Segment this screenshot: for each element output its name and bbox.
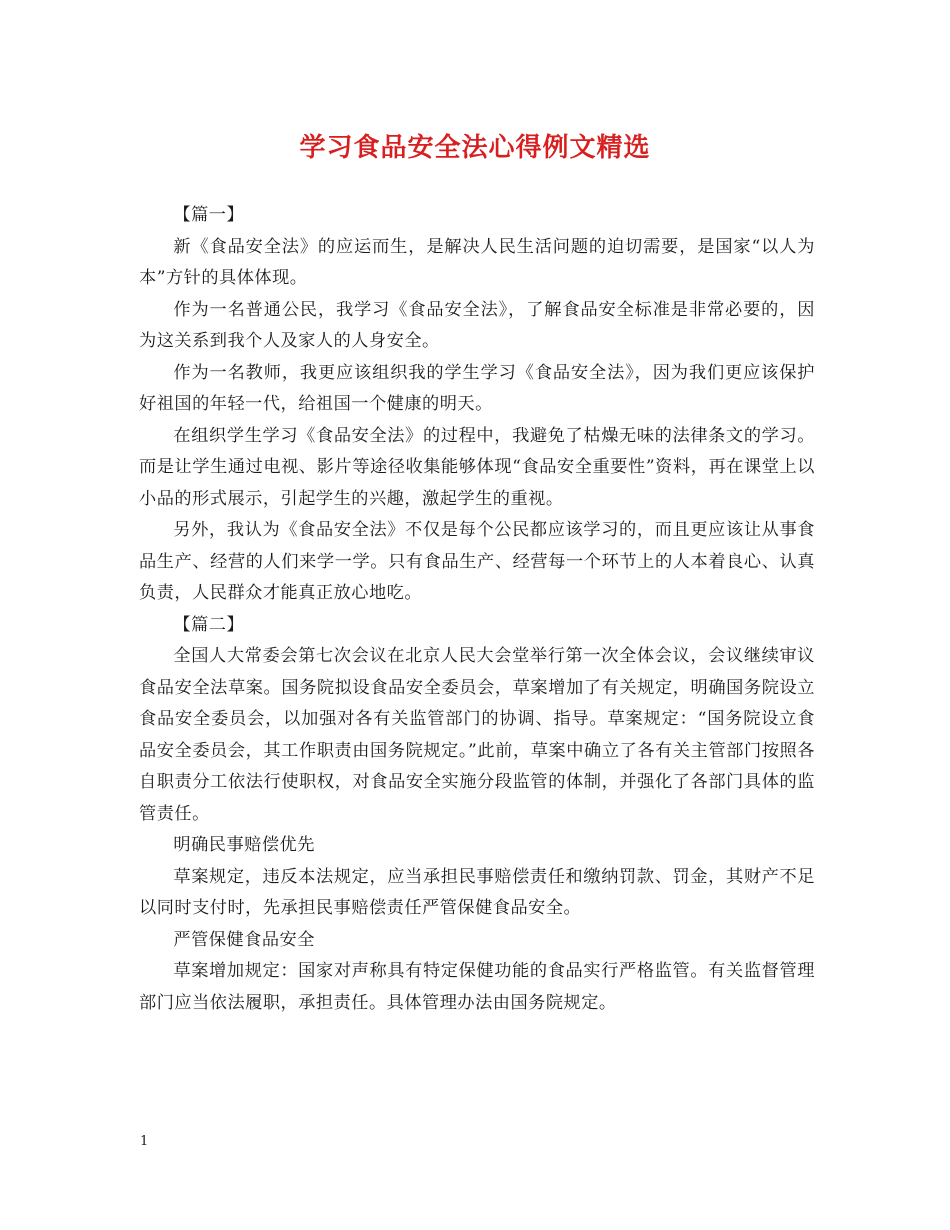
paragraph: 全国人大常委会第七次会议在北京人民大会堂举行第一次全体会议，会议继续审议食品安全法草案。国务院拟设食品安全委员会，草案增加了有关规定，明确国务院设立食品安全委员会，以加强对各有关监管部门的协调、指导。草案规定：“国务院设立食品安全委员会，其工作职责由国务院规定。”此前，草案中确立了各有关主管部门按照各自职责分工依法行使职权，对食品安全实施分段监管的体制，并强化了各部门具体的监管责任。 [139,646,815,824]
section-heading-2: 【篇二】 [173,614,245,635]
paragraph: 草案增加规定：国家对声称具有特定保健功能的食品实行严格监管。有关监督管理部门应当依法履职，承担责任。具体管理办法由国务院规定。 [139,961,815,1013]
paragraph: 另外，我认为《食品安全法》不仅是每个公民都应该学习的，而且更应该让从事食品生产、经营的人们来学一学。只有食品生产、经营每一个环节上的人本着良心、认真负责，人民群众才能真正放心地吃。 [139,520,815,603]
paragraph: 作为一名教师，我更应该组织我的学生学习《食品安全法》，因为我们更应该保护好祖国的年轻一代，给祖国一个健康的明天。 [139,362,815,414]
paragraph: 作为一名普通公民，我学习《食品安全法》，了解食品安全标准是非常必要的，因为这关系到我个人及家人的人身安全。 [139,299,815,351]
paragraph: 在组织学生学习《食品安全法》的过程中，我避免了枯燥无味的法律条文的学习。而是让学生通过电视、影片等途径收集能够体现“食品安全重要性”资料，再在课堂上以小品的形式展示，引起学生的兴趣，激起学生的重视。 [139,425,815,509]
document-body [139,200,815,1019]
document-title: 学习食品安全法心得例文精选 [299,133,651,163]
section-heading-1: 【篇一】 [173,205,245,225]
subheading: 严管保健食品安全 [173,929,315,950]
paragraph: 草案规定，违反本法规定，应当承担民事赔偿责任和缴纳罚款、罚金，其财产不足以同时支付时，先承担民事赔偿责任严管保健食品安全。 [139,866,815,918]
page-number: 1 [140,1134,149,1149]
subheading: 明确民事赔偿优先 [173,835,315,855]
paragraph: 新《食品安全法》的应运而生，是解决人民生活问题的迫切需要，是国家“以人为本”方针的具体体现。 [139,236,815,288]
